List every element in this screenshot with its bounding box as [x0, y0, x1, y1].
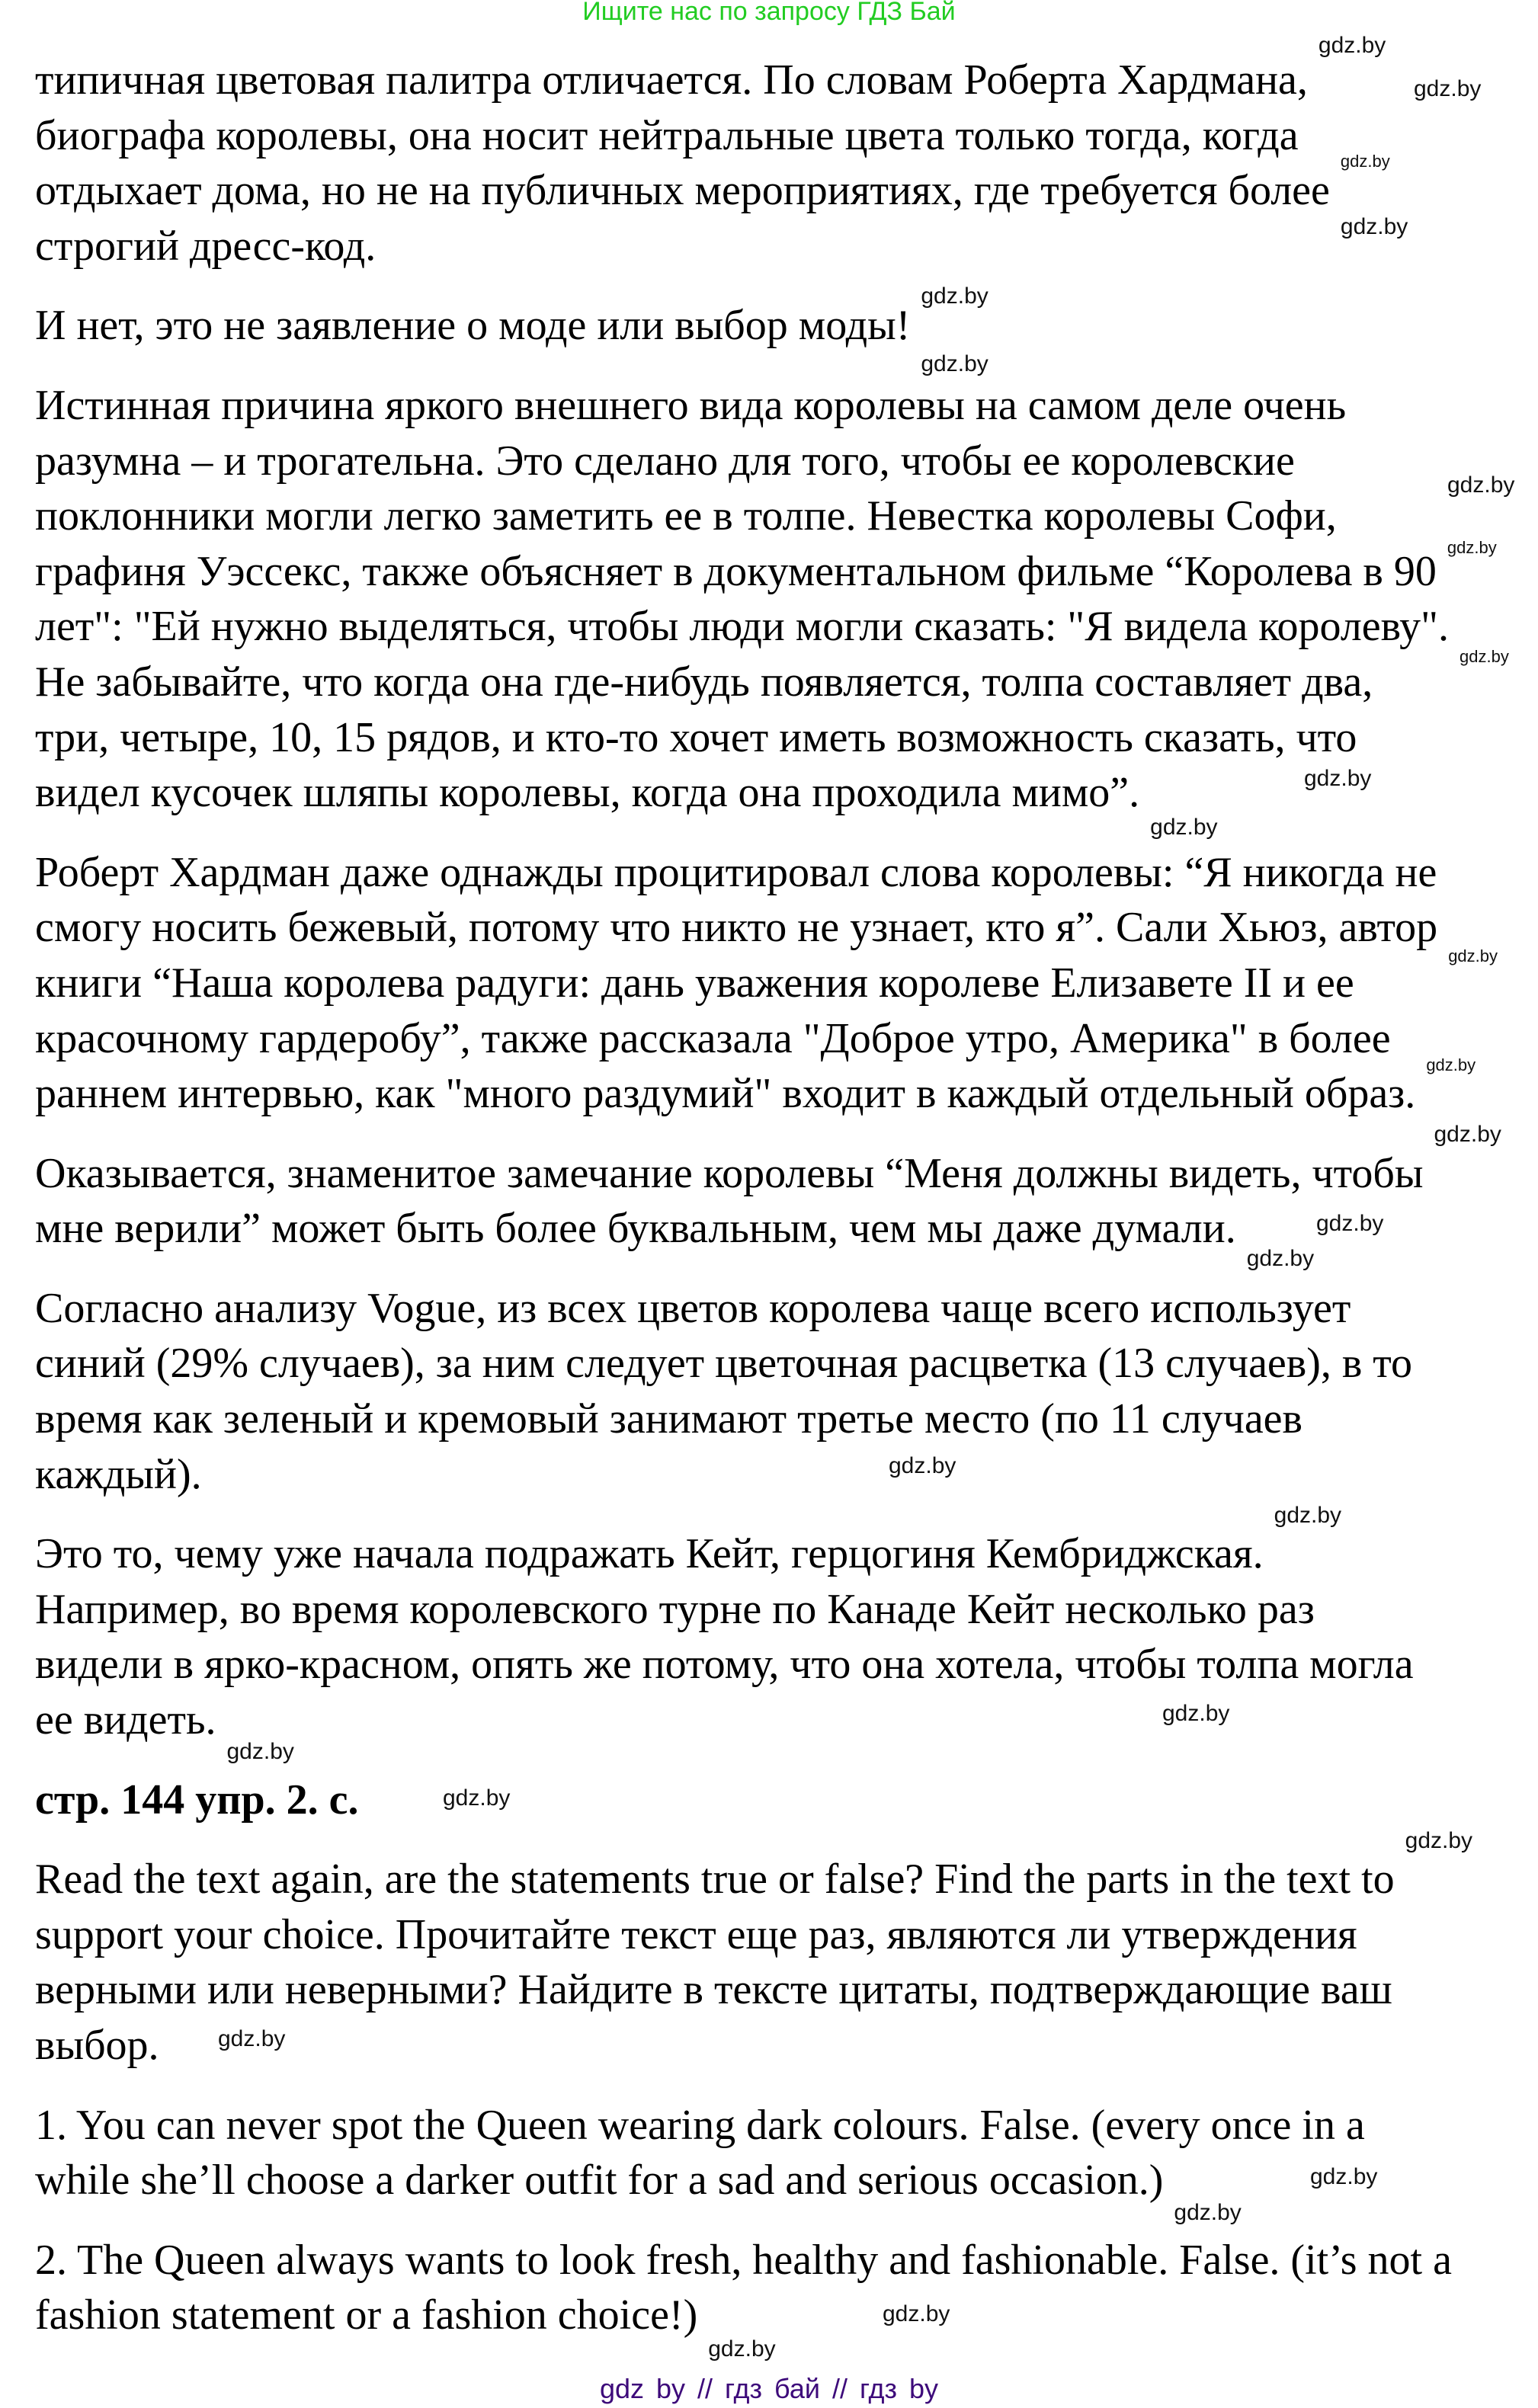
- text-line: мне верили” может быть более буквальным, чем мы даже думали.: [35, 1205, 1236, 1253]
- watermark-text: gdz.by: [1310, 2163, 1378, 2189]
- watermark-text: gdz.by: [883, 2301, 950, 2326]
- text-line: строгий дресс-код.: [35, 222, 376, 270]
- text-line: раннем интервью, как "много раздумий" входит в каждый отдельный образ.: [35, 1070, 1416, 1118]
- watermark-text: gdz.by: [226, 1738, 294, 1764]
- text-line: красочному гардеробу”, также рассказала "Доброе утро, Америка" в более: [35, 1014, 1391, 1062]
- watermark-text: gdz.by: [1434, 1121, 1501, 1147]
- paragraph: [35, 298, 1452, 354]
- watermark-text: gdz.by: [1340, 152, 1390, 171]
- text-line: видели в ярко-красном, опять же потому, что она хотела, чтобы толпа могла: [35, 1641, 1414, 1689]
- header-banner: [0, 0, 1538, 27]
- text-line: Это то, чему уже начала подражать Кейт, герцогиня Кембриджская.: [35, 1530, 1264, 1578]
- paragraph: [35, 378, 1452, 821]
- text-line: отдыхает дома, но не на публичных мероприятиях, где требуется более: [35, 167, 1330, 215]
- text-line: выбор.: [35, 2022, 159, 2069]
- text-line: 2. The Queen always wants to look fresh, healthy and fashionable. False. (it’s not a: [35, 2236, 1452, 2284]
- text-line: лет": "Ей нужно выделяться, чтобы люди могли сказать: "Я видела королеву".: [35, 603, 1449, 651]
- text-line: книги “Наша королева радуги: дань уважения королеве Елизавете II и ее: [35, 959, 1354, 1007]
- watermark-text: gdz.by: [1414, 75, 1482, 101]
- text-line: fashion statement or a fashion choice!): [35, 2291, 698, 2339]
- paragraph: [35, 53, 1452, 274]
- watermark-text: gdz.by: [1448, 946, 1498, 966]
- text-line: типичная цветовая палитра отличается. По словам Роберта Хардмана,: [35, 56, 1308, 104]
- watermark-text: gdz.by: [921, 283, 988, 309]
- text-line: биографа королевы, она носит нейтральные цвета только тогда, когда: [35, 111, 1299, 159]
- footer-banner: [0, 2373, 1538, 2405]
- watermark-text: gdz.by: [1174, 2199, 1242, 2225]
- text-line: разумна – и трогательна. Это сделано для того, чтобы ее королевские: [35, 437, 1295, 485]
- watermark-text: gdz.by: [708, 2336, 776, 2362]
- paragraph: [35, 845, 1452, 1122]
- text-line: время как зеленый и кремовый занимают третье место (по 11 случаев: [35, 1395, 1302, 1443]
- watermark-text: gdz.by: [1405, 1827, 1473, 1853]
- watermark-text: gdz.by: [1150, 814, 1218, 840]
- text-line: каждый).: [35, 1450, 202, 1498]
- watermark-text: gdz.by: [1246, 1245, 1315, 1271]
- text-line: Например, во время королевского турне по Канаде Кейт несколько раз: [35, 1585, 1315, 1633]
- text-line: Роберт Хардман даже однажды процитировал слова королевы: “Я никогда не: [35, 848, 1437, 896]
- text-line: верными или неверными? Найдите в тексте цитаты, подтверждающие ваш: [35, 1966, 1392, 2014]
- watermark-text: gdz.by: [1304, 765, 1372, 791]
- text-line: И нет, это не заявление о моде или выбор моды!: [35, 302, 911, 350]
- watermark-text: gdz.by: [218, 2025, 286, 2051]
- text-line: Истинная причина яркого внешнего вида королевы на самом деле очень: [35, 381, 1347, 429]
- text-line: стр. 144 упр. 2. c.: [35, 1776, 359, 1824]
- text-line: Согласно анализу Vogue, из всех цветов королева чаще всего использует: [35, 1284, 1351, 1332]
- watermark-text: gdz.by: [1340, 213, 1408, 239]
- watermark-text: gdz.by: [889, 1452, 956, 1478]
- watermark-text: gdz.by: [1274, 1502, 1342, 1528]
- text-line: ее видеть.: [35, 1696, 216, 1744]
- text-line: support your choice. Прочитайте текст еще раз, являются ли утверждения: [35, 1910, 1357, 1958]
- paragraph: [35, 1146, 1452, 1257]
- section-heading: [35, 1772, 1452, 1828]
- watermark-text: gdz.by: [1447, 472, 1515, 498]
- text-line: графиня Уэссекс, также объясняет в документальном фильме “Королева в 90: [35, 547, 1437, 595]
- watermark-text: gdz.by: [1447, 538, 1497, 558]
- watermark-text: gdz.by: [1162, 1700, 1230, 1726]
- text-line: Read the text again, are the statements true or false? Find the parts in the text to: [35, 1856, 1395, 1904]
- watermark-text: gdz.by: [443, 1785, 511, 1811]
- text-line: три, четыре, 10, 15 рядов, и кто-то хочет иметь возможность сказать, что: [35, 713, 1357, 761]
- text-line: видел кусочек шляпы королевы, когда она проходила мимо”.: [35, 769, 1140, 817]
- text-line: Оказывается, знаменитое замечание королевы “Меня должны видеть, чтобы: [35, 1149, 1424, 1197]
- text-line: 1. You can never spot the Queen wearing dark colours. False. (every once in a: [35, 2101, 1365, 2149]
- watermark-text: gdz.by: [1318, 32, 1386, 58]
- text-line: синий (29% случаев), за ним следует цветочная расцветка (13 случаев), в то: [35, 1340, 1413, 1388]
- document-body: [35, 53, 1452, 2368]
- paragraph: [35, 1526, 1452, 1747]
- header-text: Ищите нас по запросу ГДЗ Бай: [582, 0, 956, 26]
- watermark-text: gdz.by: [1426, 1055, 1476, 1075]
- paragraph: [35, 1281, 1452, 1502]
- text-line: смогу носить бежевый, потому что никто не узнает, кто я”. Сали Хьюз, автор: [35, 904, 1438, 952]
- paragraph: [35, 2098, 1452, 2208]
- watermark-text: gdz.by: [921, 351, 988, 376]
- text-line: Не забывайте, что когда она где-нибудь появляется, толпа составляет два,: [35, 658, 1373, 706]
- watermark-text: gdz.by: [1459, 647, 1509, 667]
- watermark-text: gdz.by: [1316, 1210, 1384, 1236]
- text-line: while she’ll choose a darker outfit for a sad and serious occasion.): [35, 2157, 1164, 2205]
- text-line: поклонники могли легко заметить ее в толпе. Невестка королевы Софи,: [35, 492, 1337, 540]
- footer-text: gdz by // гдз бай // гдз by: [599, 2373, 939, 2404]
- paragraph: [35, 2233, 1452, 2343]
